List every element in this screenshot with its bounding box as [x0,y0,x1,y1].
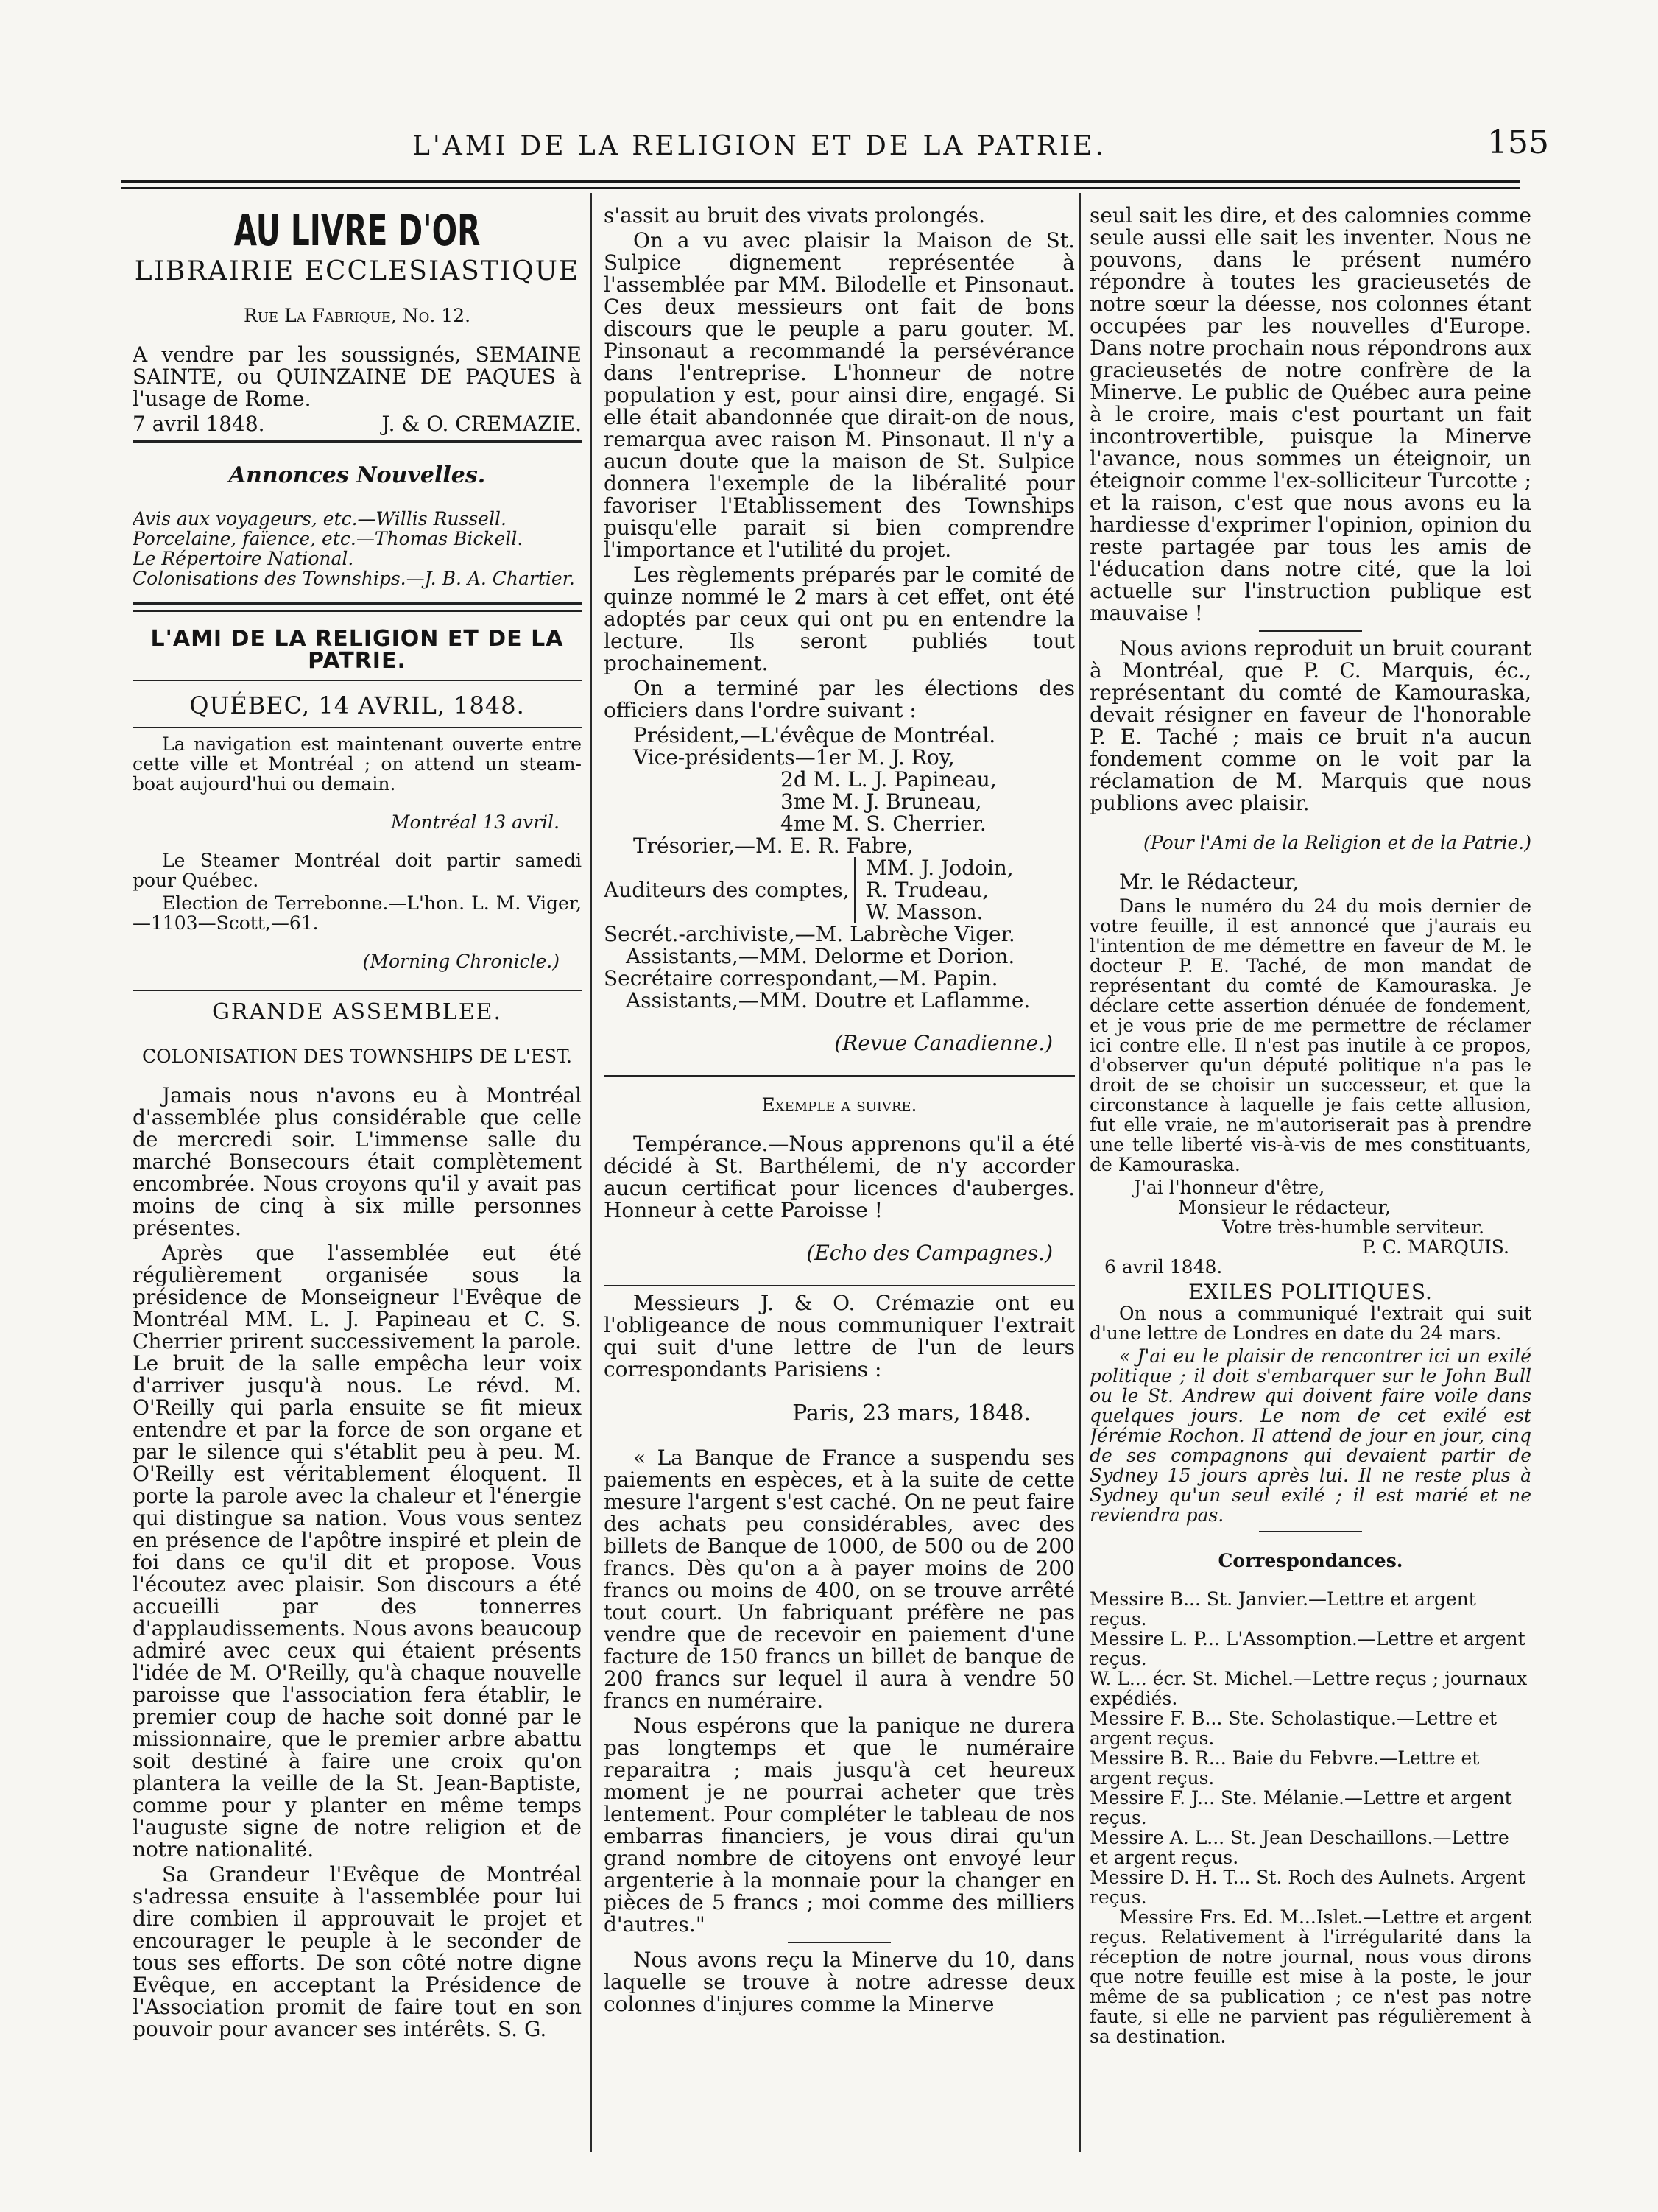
auditeur: R. Trudeau, [866,878,989,902]
officer-line: Président,—L'évêque de Montréal. [633,723,996,747]
auditeur: MM. J. Jodoin, [866,856,1014,880]
officer-line: Assistants,—MM. Doutre et Laflamme. [626,988,1031,1012]
column-2 [604,205,1075,2149]
letter-body: Dans le numéro du 24 du mois dernier de votre feuille, il est annoncé que j'aurais eu l'intention de me démettre en faveur de M. le docteur P. E. Taché, de mon mandat de représentant du comté de Kamouraska. Je déclare cette assertion dénuée de fondement, et je vous prie de me permettre de réclamer ici contre elle. Il n'est pas inutile à ce propos, d'observer qu'un député politique n'a pas le droit de se choisir un successeur, et que la circonstance à laquelle je fais cette allusion, fut elle vraie, ne m'autoriserait pas à prendre une telle liberté vis-à-vis de mes constituants, de Kamouraska. [1090,895,1531,1175]
paragraph: Nous avons reçu la Minerve du 10, dans laquelle se trouve à notre adresse deux colonnes d'injures comme la Minerve [604,1948,1075,2016]
paris-date: Paris, 23 mars, 1848. [792,1401,1031,1426]
news-source: Montréal 13 avril. [390,811,560,833]
column-1 [133,205,582,2149]
correspondances-list [1090,1589,1531,1907]
source: (Revue Canadienne.) [834,1031,1053,1055]
officer-line: Assistants,—MM. Delorme et Dorion. [626,944,1015,968]
ad-address: Rue La Fabrique, No. 12. [243,305,471,326]
officer-line: Vice-présidents—1er M. J. Roy, [633,745,955,769]
annonce-item: Avis aux voyageurs, etc.—Willis Russell. [133,508,507,529]
paragraph: Messieurs J. & O. Crémazie ont eu l'obligeance de nous communiquer l'extrait qui suit d'une lettre de l'un de leurs correspondants Parisiens : [604,1291,1075,1381]
assemblee-title: GRANDE ASSEMBLEE. [211,999,503,1025]
news-navigation: La navigation est maintenant ouverte entre cette ville et Montréal ; on attend un steam-boat aujourd'hui ou demain. [133,733,582,795]
officer-line: Secrét.-archiviste,—M. Labrèche Viger. [604,922,1015,946]
letter-salutation: Mr. le Rédacteur, [1119,870,1299,894]
paragraph: Jamais nous n'avons eu à Montréal d'assemblée plus considérable que celle de mercredi soir. L'immense salle du marché Bonsecours était complètement encombrée. Nous croyons qu'il y avait pas moins de cinq à six mille personnes présentes. [133,1083,582,1240]
ad-date: 7 avril 1848. [133,412,265,436]
ad-title: AU LIVRE D'OR [233,205,481,256]
exiles-title: EXILES POLITIQUES. [1188,1280,1433,1304]
auditeur: W. Masson. [866,900,984,924]
divider [604,1285,1075,1286]
officer-line: Secrétaire correspondant,—M. Papin. [604,966,998,990]
letter-signature: P. C. MARQUIS. [1362,1236,1509,1258]
assemblee-subtitle: COLONISATION DES TOWNSHIPS DE L'EST. [142,1046,572,1067]
paragraph: Les règlements préparés par le comité de quinze nommé le 2 mars à cet effet, ont été adoptés par ceux qui ont pu en entendre la lecture. Ils seront publiés tout prochainement. [604,563,1075,675]
paragraph: Nous espérons que la panique ne durera pas longtemps et que le numéraire reparaitra ; mais jusqu'à cet heureux moment je ne pourrai acheter que très lentement. Pour compléter le tableau de nos embarras financiers, je vous dirai qu'un grand nombre de citoyens ont envoyé leur argenterie à la monnaie pour la changer en pièces de 5 francs ; moi comme des milliers d'autres." [604,1713,1075,1937]
divider [133,440,582,443]
divider [604,1075,1075,1077]
divider [133,602,582,605]
paragraph: « J'ai eu le plaisir de rencontrer ici un exilé politique ; il doit s'embarquer sur le John Bull ou le St. Andrew qui doivent faire voile dans quelques jours. Le nom de cet exilé est Jérémie Rochon. Il attend de jour en jour, cinq de ses compagnons qui devaient partir de Sydney 15 jours après lui. Il ne reste plus à Sydney qu'un seul exilé ; il est marié et ne reviendra pas. [1090,1345,1531,1526]
paragraph: Après que l'assemblée eut été régulièrement organisée sous la présidence de Monseigneur l'Evêque de Montréal MM. L. J. Papineau et C. S. Cherrier prirent successivement la parole. Le bruit de la salle empêcha leur voix d'arriver jusqu'à nous. Le révd. M. O'Reilly qui parla ensuite se fit mieux entendre et par la force de son organe et par le silence qui s'établit peu à peu. M. O'Reilly est véritablement éloquent. Il porte la parole avec la chaleur et l'énergie qui distingue sa nation. Vous vous sentez en présence de l'apôtre inspiré et plein de foi dans ce qu'il dit et propose. Vous l'écoutez avec plaisir. Son discours a été accueilli par des tonnerres d'applaudissements. Nous avons beaucoup admiré avec ceux qui étaient présents l'idée de M. O'Reilly, qu'à chaque nouvelle paroisse que l'association fera établir, le premier coup de hache soit donné par le missionnaire, que le premier arbre abattu soit destiné à faire une croix qu'on plantera la veille de la St. Jean-Baptiste, comme pour y planter en même temps l'auguste signe de notre religion et de notre nationalité. [133,1241,582,1861]
officer-line: 3me M. J. Bruneau, [780,789,982,814]
officers-list [604,725,1075,857]
corr-item: Messire A. L... St. Jean Deschaillons.—Lettre et argent reçus. [1090,1827,1509,1868]
annonces-title: Annonces Nouvelles. [228,462,486,488]
exemple-title: Exemple a suivre. [761,1094,917,1116]
paragraph: On a vu avec plaisir la Maison de St. Sulpice dignement représentée à l'assemblée par MM. Bilodelle et Pinsonaut. Ces deux messieurs ont fait de bons discours que le peuple a paru gouter. M. Pinsonaut a recommandé la persévérance dans l'entreprise. L'honneur de notre population y est, pour ainsi dire, engagé. Si elle était abandonnée que dirait-on de nous, remarqua avec raison M. Pinsonaut. Il n'y a aucun doute que la maison de St. Sulpice donnera l'exemple de la libéralité pour favoriser l'Etablissement des Townships puisqu'elle parait si bien comprendre l'importance et l'utilité du projet. [604,228,1075,562]
paragraph: Sa Grandeur l'Evêque de Montréal s'adressa ensuite à l'assemblée pour lui dire combien il approuvait le projet et encourager le peuple à le seconder de tous ses efforts. De son côté notre digne Evêque, en acceptant la Présidence de l'Association promit de faire tout en son pouvoir pour avancer ses intérêts. S. G. [133,1862,582,2041]
officer-line: Trésorier,—M. E. R. Fabre, [633,834,914,858]
paragraph: Nous avions reproduit un bruit courant à Montréal, que P. C. Marquis, éc., représentant du comté de Kamouraska, devait résigner en faveur de l'honorable P. E. Taché ; mais ce bruit n'a aucun fondement comme on le voit par la réclamation de M. Marquis que nous publions avec plaisir. [1090,636,1531,815]
annonce-item: Colonisations des Townships.—J. B. A. Chartier. [133,568,575,589]
corr-item: Messire F. J... Ste. Mélanie.—Lettre et argent reçus. [1090,1787,1512,1828]
masthead: L'AMI DE LA RELIGION ET DE LA PATRIE. [150,626,564,674]
divider [1259,630,1362,632]
divider [133,610,582,612]
corr-item: W. L... écr. St. Michel.—Lettre reçus ; journaux expédiés. [1090,1668,1528,1709]
annonce-item: Porcelaine, faïence, etc.—Thomas Bickell. [133,528,523,549]
ad-text: A vendre par les soussignés, SEMAINE SAINTE, ou QUINZAINE DE PAQUES à l'usage de Rome. [133,342,582,411]
corr-item: Messire B. R... Baie du Febvre.—Lettre et argent reçus. [1090,1747,1480,1789]
column-divider [590,193,592,2152]
column-3 [1090,205,1531,2149]
corr-item: Messire D. H. T... St. Roch des Aulnets. Argent reçus. [1090,1867,1525,1908]
auditeurs-label: Auditeurs des comptes, [604,878,850,902]
letter-closing: J'ai l'honneur d'être, [1134,1177,1325,1198]
paragraph: On nous a communiqué l'extrait qui suit d'une lettre de Londres en date du 24 mars. [1090,1303,1531,1344]
divider [133,990,582,991]
officer-line: 2d M. L. J. Papineau, [780,767,997,792]
header-rule [121,180,1520,183]
paragraph: Messire Frs. Ed. M...Islet.—Lettre et argent reçus. Relativement à l'irrégularité dans la réception de notre journal, nous vous dirons que notre feuille est mise à la poste, le jour même de sa publication ; ce n'est pas notre faute, si elle ne parvient pas régulièrement à sa destination. [1090,1906,1531,2047]
letter-closing: Votre très-humble serviteur. [1222,1216,1485,1238]
column-divider [1079,193,1081,2152]
page-number: 155 [1487,124,1549,161]
corr-title: Correspondances. [1218,1550,1403,1571]
annonces-list [133,509,582,588]
officer-line: 4me M. S. Cherrier. [780,811,987,836]
ad-footer [133,413,582,435]
auditeurs-names [854,857,1014,923]
news-election: Election de Terrebonne.—L'hon. L. M. Viger,—1103—Scott,—61. [133,892,582,934]
auditeurs-block [604,857,1075,923]
officers-list-2 [604,923,1075,1012]
ad-signed: J. & O. CREMAZIE. [381,412,582,436]
running-header: L'AMI DE LA RELIGION ET DE LA PATRIE. [412,131,1107,161]
ad-subtitle: LIBRAIRIE ECCLESIASTIQUE [134,256,580,286]
corr-item: Messire B... St. Janvier.—Lettre et argent reçus. [1090,1588,1476,1630]
paragraph: s'assit au bruit des vivats prolongés. [604,205,986,228]
paragraph: On a terminé par les élections des officiers dans l'ordre suivant : [604,676,1075,722]
divider [133,727,582,728]
divider [788,1942,891,1943]
paragraph: « La Banque de France a suspendu ses paiements en espèces, et à la suite de cette mesure l'argent s'est caché. On ne peut faire des achats peu considérables, avec des billets de Banque de 1000, de 500 ou de 200 francs. Dès qu'on a à payer moins de 200 francs ou moins de 400, on se trouve arrêté tout court. Un fabriquant préfère ne pas vendre que de recevoir en paiement d'une facture de 150 francs un billet de banque de 200 francs sur lequel il aura à vendre 50 francs en numéraire. [604,1445,1075,1713]
news-steamer: Le Steamer Montréal doit partir samedi pour Québec. [133,850,582,891]
paragraph: seul sait les dire, et des calomnies comme seule aussi elle sait les inventer. Nous ne pouvons, dans le présent numéro répondre à toutes les gracieusetés de notre sœur la déesse, nos colonnes étant occupées par les nouvelles d'Europe. Dans notre prochain nous répondrons aux gracieusetés de notre confrère de la Minerve. Le public de Québec aura peine à le croire, mais c'est pourtant un fait incontrovertible, puisque la Minerve l'avance, nous sommes un éteignoir, un éteignoir comme l'ex-solliciteur Turcotte ; et la raison, c'est que nous avons eu la hardiesse d'exprimer l'opinion, opinion du reste partagée par tous les amis de l'éducation dans notre cité, que la loi actuelle sur l'instruction publique est mauvaise ! [1090,205,1531,625]
letter-date: 6 avril 1848. [1104,1256,1223,1278]
divider [133,680,582,681]
news-source: (Morning Chronicle.) [362,951,560,972]
annonce-item: Le Répertoire National. [133,548,354,569]
letter-closing: Monsieur le rédacteur, [1178,1197,1391,1218]
source: (Pour l'Ami de la Religion et de la Patrie.) [1143,832,1531,853]
divider [1259,1531,1362,1532]
dateline: QUÉBEC, 14 AVRIL, 1848. [189,691,525,719]
source: (Echo des Campagnes.) [806,1241,1053,1265]
paragraph: Tempérance.—Nous apprenons qu'il a été décidé à St. Barthélemi, de n'y accorder aucun certificat pour licences d'auberges. Honneur à cette Paroisse ! [604,1132,1075,1222]
corr-item: Messire F. B... Ste. Scholastique.—Lettre et argent reçus. [1090,1708,1498,1749]
header-rule-thin [121,187,1520,189]
corr-item: Messire L. P... L'Assomption.—Lettre et argent reçus. [1090,1628,1525,1669]
